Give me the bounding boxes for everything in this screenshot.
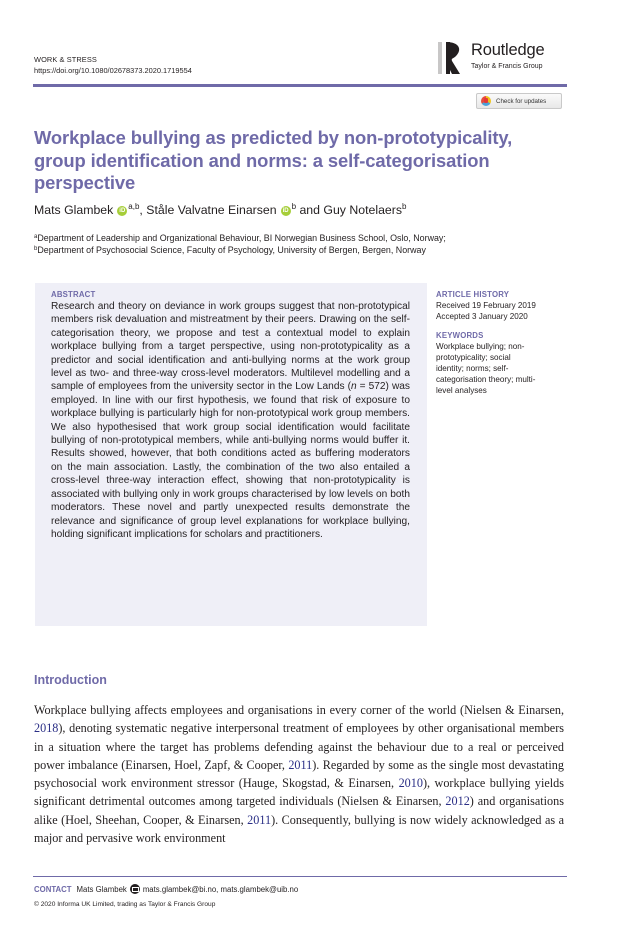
citation-link[interactable]: 2018 (34, 721, 59, 736)
publisher-name: Routledge (471, 41, 545, 59)
copyright-notice: © 2020 Informa UK Limited, trading as Taylor & Francis Group (34, 901, 216, 908)
affiliation-key: a (34, 234, 38, 240)
author-name[interactable]: Mats Glambek (34, 203, 114, 217)
header-divider (33, 84, 567, 87)
affiliation-text: Department of Leadership and Organizational Behaviour, BI Norwegian Business School, Oslo, Norway; (37, 233, 446, 243)
routledge-logo-icon (438, 40, 464, 76)
abstract-text-part: Research and theory on deviance in work groups suggest that non-prototypical members risk devaluation and mistreatment by their peers. Drawing on the self-categorisation theory, we propose and test a contextual model to explain workplace bullying from a target perspective, using non-prototypicality as a predictor and social identification and anti-bullying norms at the work group level as two- and three-way cross-level moderators. Multilevel modelling and a sample of employees from the university sector in the Low Lands ( (51, 301, 410, 393)
intro-text-segment: ) and organisations alike (Hoel, Sheehan, Cooper, & Einarsen, (34, 794, 564, 827)
abstract-text (51, 300, 410, 541)
author-name[interactable]: Ståle Valvatne Einarsen (146, 203, 277, 217)
citation-link[interactable]: 2011 (288, 757, 313, 772)
affiliation-key: b (34, 246, 38, 253)
author-affiliation-marker: b (291, 202, 297, 211)
introduction-paragraph (34, 701, 564, 847)
affiliation-item (34, 232, 594, 244)
accepted-date: Accepted 3 January 2020 (436, 312, 528, 321)
received-date: Received 19 February 2019 (436, 301, 536, 310)
publisher-branding (438, 38, 568, 78)
article-sidebar (436, 290, 576, 396)
orcid-icon[interactable]: iD (282, 208, 289, 214)
abstract-text-part: ) was employed. In line with our first hypothesis, we found that risk of exposure to workplace bullying is particularly high for non-prototypical work group members. We also hypothesised that work group social identification would facilitate bullying of non-prototypical members, while anti-bullying norms would buffer it. Results showed, however, that both conditions acted as buffering moderators on the main association. Lastly, the combination of the two also entailed a cross-level three-way interaction effect, showing that non-prototypicality is associated with bullying only in work groups characterised by low levels on both moderators. These novel and partly unexpected results demonstrate the relevance and significance of group level explanations for workplace bullying, holding significant implications for scholars and practitioners. (51, 381, 410, 540)
contact-line (34, 884, 298, 894)
affiliation-item (34, 244, 594, 256)
abstract-heading: ABSTRACT (51, 290, 96, 299)
citation-link[interactable]: 2011 (247, 812, 272, 827)
introduction-heading: Introduction (34, 673, 107, 687)
keywords-list: Workplace bullying; non-prototypicality; social identity; norms; self-categorisation theory; multi-level analyses (436, 342, 536, 395)
intro-text-segment: ). Regarded by some as the single most devastating psychosocial work environment stressor (Hauge, Skogstad, & Einarsen, (34, 757, 564, 791)
author-affiliation-marker: b (402, 202, 407, 211)
author-separator: , (139, 203, 147, 217)
abstract-n-value: = 572 (356, 381, 386, 393)
mail-icon[interactable] (130, 884, 140, 894)
check-for-updates-button[interactable] (476, 93, 562, 109)
citation-link[interactable]: 2010 (398, 776, 423, 791)
intro-text-segment: Workplace bullying affects employees and organisations in every corner of the world (Nielsen & Einarsen, (34, 703, 564, 717)
author-list (34, 203, 406, 217)
affiliations (34, 232, 594, 257)
contact-label: CONTACT (34, 885, 72, 894)
citation-link[interactable]: 2012 (445, 794, 470, 809)
article-title: Workplace bullying as predicted by non-prototypicality, group identification and norms: a self-categorisation perspective (34, 127, 513, 193)
affiliation-text: Department of Psychosocial Science, Faculty of Psychology, University of Bergen, Bergen, Norway (37, 245, 426, 256)
check-for-updates-label: Check for updates (496, 97, 547, 105)
orcid-icon[interactable]: iD (119, 208, 126, 214)
author-name[interactable]: Guy Notelaers (323, 203, 403, 217)
contact-emails[interactable]: mats.glambek@bi.no, mats.glambek@uib.no (142, 885, 299, 894)
keywords-heading: KEYWORDS (436, 331, 484, 340)
author-affiliation-marker: a,b (128, 202, 140, 211)
intro-text-segment: ), denoting systematic negative interpersonal treatment of employees by other organisational members in a situation where the target has problems defending against the behaviour due to a real or perceived power imbalance (Einarsen, Hoel, Zapf, & Cooper, (34, 721, 564, 772)
journal-name: WORK & STRESS (34, 55, 97, 64)
article-history-heading: ARTICLE HISTORY (436, 290, 510, 299)
intro-text-segment: ). Consequently, bullying is now widely acknowledged as a major and pervasive work environment (34, 812, 564, 846)
contact-name: Mats Glambek (76, 885, 127, 894)
abstract-n-symbol: n (350, 381, 357, 393)
publisher-subtitle: Taylor & Francis Group (471, 63, 543, 70)
footer-divider (33, 876, 567, 877)
doi-link[interactable]: https://doi.org/10.1080/02678373.2020.1719554 (34, 66, 192, 75)
crossmark-icon (481, 96, 491, 106)
intro-text-segment: ), workplace bullying yields significant detrimental outcomes among targeted individuals (Nielsen & Einarsen, (34, 776, 564, 809)
author-separator: and (296, 203, 324, 217)
